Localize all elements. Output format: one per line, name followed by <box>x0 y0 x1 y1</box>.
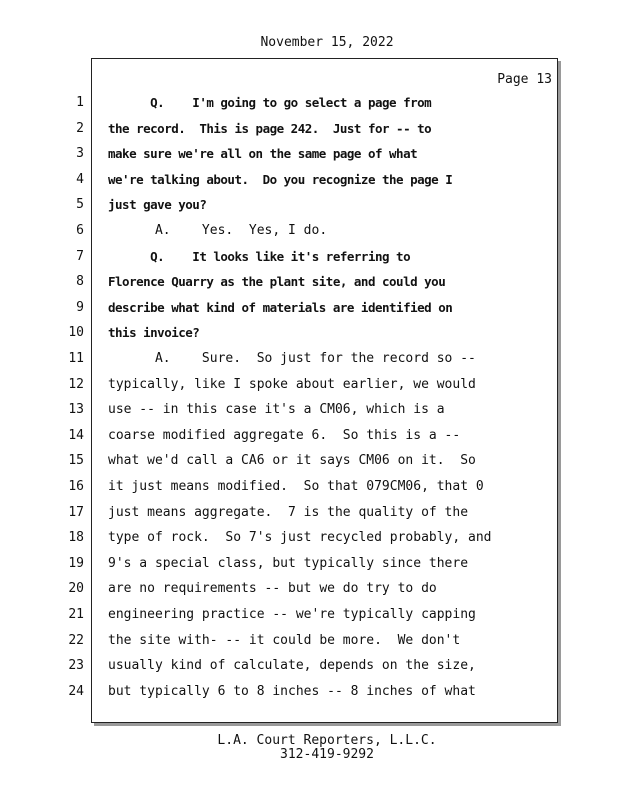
line-text: just gave you? <box>108 197 207 212</box>
line-number: 22 <box>68 633 84 648</box>
page-number: Page 13 <box>497 72 552 87</box>
line-number: 20 <box>68 581 84 596</box>
line-number: 24 <box>68 684 84 699</box>
line-text: use -- in this case it's a CM06, which is a <box>108 402 445 417</box>
line-text: the site with- -- it could be more. We don't <box>108 633 461 648</box>
line-number: 4 <box>76 172 84 187</box>
line-number: 19 <box>68 556 84 571</box>
line-text: A. Sure. So just for the record so -- <box>108 351 476 366</box>
line-number: 8 <box>76 274 84 289</box>
line-text: describe what kind of materials are identified on <box>108 300 453 315</box>
line-text: just means aggregate. 7 is the quality of the <box>108 505 469 520</box>
line-text: what we'd call a CA6 or it says CM06 on it. So <box>108 453 476 468</box>
line-text: the record. This is page 242. Just for -- to <box>108 121 432 136</box>
footer-company: L.A. Court Reporters, L.L.C. <box>217 733 437 748</box>
line-text: engineering practice -- we're typically capping <box>108 607 476 622</box>
line-number: 21 <box>68 607 84 622</box>
line-text: it just means modified. So that 079CM06, that 0 <box>108 479 484 494</box>
line-number: 2 <box>76 121 84 136</box>
header-date: November 15, 2022 <box>260 35 394 50</box>
line-text: Q. It looks like it's referring to <box>108 249 411 264</box>
line-number: 3 <box>76 146 84 161</box>
line-text: are no requirements -- but we do try to do <box>108 581 437 596</box>
line-number: 18 <box>68 530 84 545</box>
line-number: 11 <box>68 351 84 366</box>
line-text: Q. I'm going to go select a page from <box>108 95 432 110</box>
line-text: we're talking about. Do you recognize the page I <box>108 172 453 187</box>
line-text: typically, like I spoke about earlier, we would <box>108 377 476 392</box>
line-text: make sure we're all on the same page of what <box>108 146 418 161</box>
line-number: 13 <box>68 402 84 417</box>
line-text: type of rock. So 7's just recycled probably, and <box>108 530 492 545</box>
line-text: coarse modified aggregate 6. So this is a -- <box>108 428 461 443</box>
line-text: this invoice? <box>108 325 200 340</box>
line-number: 5 <box>76 197 84 212</box>
line-number: 23 <box>68 658 84 673</box>
line-number: 12 <box>68 377 84 392</box>
line-text: but typically 6 to 8 inches -- 8 inches of what <box>108 684 476 699</box>
line-text: Florence Quarry as the plant site, and could you <box>108 274 446 289</box>
line-text: usually kind of calculate, depends on the size, <box>108 658 476 673</box>
line-number: 15 <box>68 453 84 468</box>
line-number: 7 <box>76 249 84 264</box>
line-number: 16 <box>68 479 84 494</box>
line-number: 6 <box>76 223 84 238</box>
footer-phone: 312-419-9292 <box>280 747 374 762</box>
line-number: 14 <box>68 428 84 443</box>
line-number: 9 <box>76 300 84 315</box>
line-number: 10 <box>68 325 84 340</box>
line-text: 9's a special class, but typically since there <box>108 556 469 571</box>
line-number: 17 <box>68 505 84 520</box>
line-number: 1 <box>76 95 84 110</box>
line-text: A. Yes. Yes, I do. <box>108 223 328 238</box>
